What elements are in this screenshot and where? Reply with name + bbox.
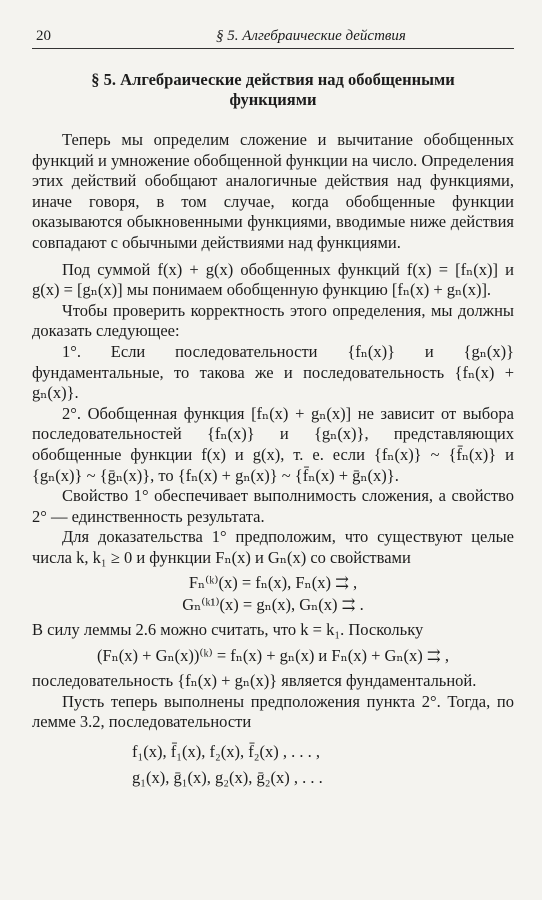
paragraph-sum-definition: Под суммой f(x) + g(x) обобщенных функций f(x) = [fₙ(x)] и g(x) = [gₙ(x)] мы понимаем обобщенную функцию [fₙ(x) + gₙ(x)]. [32,259,514,300]
section-body [32,130,514,791]
header-rule [32,48,514,49]
running-head: § 5. Алгебраические действия [216,28,406,44]
formula-block-derivatives [32,572,514,616]
sequence-g: g₁(x), ḡ₁(x), g₂(x), ḡ₂(x) , . . . [132,767,323,787]
sequence-f: f₁(x), f̄₁(x), f₂(x), f̄₂(x) , . . . , [132,741,320,761]
formula-block-sum [32,645,514,667]
formula-block-sequences [32,739,514,791]
page-number: 20 [36,28,51,44]
paragraph-item-2: 2°. Обобщенная функция [fₙ(x) + gₙ(x)] не зависит от выбора последовательностей {fₙ(x)} и {gₙ(x)}, представляющих обобщенные функции f(x) и g(x), т. е. если {fₙ(x)} ~ {f̄ₙ(x)} и {gₙ(x)} ~ {ḡₙ(x)}, то {fₙ(x) + gₙ(x)} ~ {f̄ₙ(x) + ḡₙ(x)}. [32,403,514,485]
formula-g-derivative: Gₙ⁽ᵏ¹⁾(x) = gₙ(x), Gₙ(x) ⇉ . [182,595,364,615]
formula-f-derivative: Fₙ⁽ᵏ⁾(x) = fₙ(x), Fₙ(x) ⇉ , [188,573,358,593]
paragraph-intro: Теперь мы определим сложение и вычитание обобщенных функций и умножение обобщенной функции на число. Определения этих действий обобщают аналогичные действия над функциями, иначе говоря, в том случае, когда обобщенные функции оказываются обыкновенными функциями, вводимые ниже действия совпадают с обычными действиями над функциями. [32,130,514,252]
paragraph-correctness: Чтобы проверить корректность этого определения, мы должны доказать следующее: [32,300,514,341]
section-title-line1: § 5. Алгебраические действия над обобщенными [91,70,455,89]
paragraph-assumption-2: Пусть теперь выполнены предположения пункта 2°. Тогда, по лемме 3.2, последовательности [32,691,514,732]
paragraph-proof-intro: Для доказательства 1° предположим, что существуют целые числа k, k₁ ≥ 0 и функции Fₙ(x) и Gₙ(x) со свойствами [32,527,514,567]
formula-sum: (Fₙ(x) + Gₙ(x))⁽ᵏ⁾ = fₙ(x) + gₙ(x) и Fₙ(x) + Gₙ(x) ⇉ , [97,646,449,666]
page-header [32,0,514,44]
section-title [32,70,514,110]
paragraph-fundamental: последовательность {fₙ(x) + gₙ(x)} является фундаментальной. [32,671,477,691]
paragraph-item-1: 1°. Если последовательности {fₙ(x)} и {gₙ(x)} фундаментальные, то такова же и последовательность {fₙ(x) + gₙ(x)}. [32,341,514,403]
paragraph-property: Свойство 1° обеспечивает выполнимость сложения, а свойство 2° — единственность результата. [32,486,514,526]
paragraph-lemma: В силу леммы 2.6 можно считать, что k = k₁. Поскольку [32,620,424,640]
section-title-line2: функциями [229,90,317,109]
